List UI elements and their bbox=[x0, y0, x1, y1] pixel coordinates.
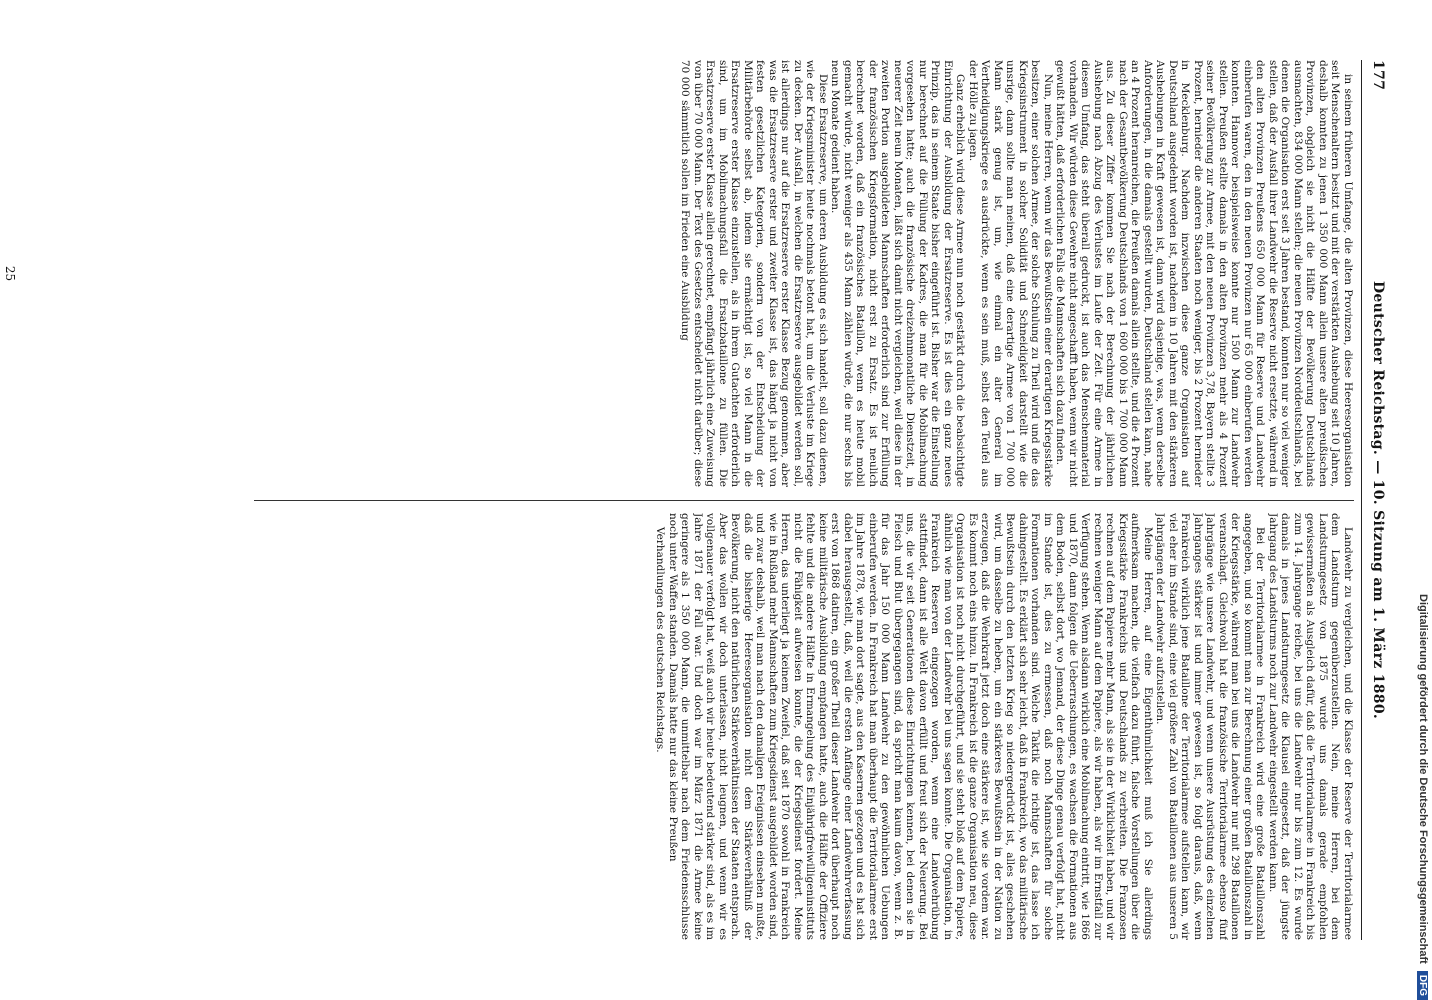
paragraph: Ganz erheblich wird diese Armee nun noch gestärkt durch die beabsichtigte Einrichtung der Ausbildung der Ersatzreserve. Es ist dies ein ganz neues Prinzip, das in seinem Staate bisher eingeführt ist. Bisher war die Einstellung nur berechnet auf die Füllung der Kadres, die man für die Mobilmachung vorgesehen hatte; auch die französische dreizehnmonatliche Dienstzeit, in neuerer Zeit neun Monaten, läßt sich damit nicht vergleichen, weil diese in der zweiten Portion ausgebildeten Mannschaften erforderlich sind zur Erfüllung der französischen Kriegsformation, nicht erst zu Ersatz. Es ist neulich berechnet worden, daß ein französisches Bataillon, wenn es heute mobil gemacht würde, nicht weniger als 435 Mann zählen würde, die nur sechs bis neun Monate gedient haben. bbox=[829, 60, 967, 487]
page-title: Deutscher Reichstag. — 10. Sitzung am 1. März 1880. bbox=[1370, 280, 1386, 720]
page-number: 177 bbox=[1370, 60, 1386, 91]
paragraph: Meine Herren, auf eine Eigenthümlichkeit muß ich Sie allerdings aufmerksam machen, die vielfach dazu führt, falsche Vorstellungen über die Kriegsstärke Frankreichs und Deutschlands zu verbreiten. Die Franzosen rechnen auf dem Papiere mehr Mann, als sie in der Wirklichkeit haben, und wir rechnen weniger Mann auf dem Papiere, als wir haben, als wir im Ernstfall zur Verfügung stehen. Wenn alsdann wirklich eine Mobilmachung eintritt, wie 1866 und 1870, dann folgen die Ueberraschungen, es wachsen die Formationen aus dem Boden, selbst dort, wo Jemand, der diese Dinge genau verfolgt hat, nicht im Stande ist, dies zu ermessen, daß noch Mannschaften für solche Formationen vorhanden sind. Welche Taktik die richtige ist, das lasse ich dahingestellt. Es erklärt sich sehr leicht, daß in Frankreich, wo das militärische Bewußtsein durch den letzten Krieg so niedergedrückt ist, alles geschehen wird, um dasselbe zu heben, um ein stärkeres Bewußtsein in der Nation zu erzeugen, daß die Wehrkraft jetzt doch eine stärkere ist, wie sie vordem war. Es kommt noch eins hinzu. In Frankreich ist die ganze Organisation neu, diese Organisation ist noch nicht durchgeführt, und sie steht bloß auf dem Papiere, ähnlich wie man von der Landwehr bei uns sagen konnte. Die Organisation, in Frankreich Reserven eingezogen worden, wenn eine Landwehrübung stattfindet, dann ist alle Welt davon erfüllt und freut sich der Neuerung. Bei uns, die wir seit Generationen diese Einrichtungen kennen, bei denen sie in Fleisch und Blut übergegangen sind, da spricht man kaum davon, wenn z. B. für das Jahr 150 000 Mann Landwehr zu den gewöhnlichen Uebungen einberufen werden. In Frankreich hat man überhaupt die Territorialarmee erst im Jahre 1878, wie man dort sagte, aus den Kasernen gezogen und es hat sich dabei herausgestellt, daß, weil die ersten Anfänge einer Landwehrverfassung erst von 1868 datiren, ein großer Theil dieser Landwehr dort überhaupt noch keine militärische Ausbildung empfangen hatte, auch die Hälfte der Offiziere fehlte und die andere Hälfte in Ermangelung des Einjährigfreiwilligeninstituts nicht die Fähigkeit aufweisen konnte, die der Kriegsdienst fordert. Meine Herren, das unterliegt ja keinem Zweifel, daß seit 1870 sowohl in Frankreich wie in Rußland mehr Mannschaften zum Kriegsdienst ausgebildet worden sind, und zwar deshalb, weil man nach den damaligen Ereignissen einsehen mußte, daß die bisherige Heeresorganisation nicht dem Stärkeverhältniß der Bevölkerung, nicht den natürlichen Stärkeverhältnissen der Staaten entsprach. Aber das wollen wir doch unterlassen, nicht leugnen, und wenn wir es vollgenauer verfolgt hat, weiß auch wir heute bedeutend stärker sind, als es im Jahre 1871 der Fall war. Und doch war im März 1871 die Armee keine geringere als 1 350 000 Mann, die unmittelbar nach dem Friedensschlusse noch unter Waffen standen. Damals hatte nur das kleine Preußen bbox=[667, 513, 1154, 940]
digitization-note bbox=[1414, 0, 1432, 1000]
dfg-logo: DFG bbox=[1417, 971, 1428, 1000]
footer-note: Verhandlungen des deutschen Reichstags. bbox=[654, 527, 667, 753]
header-rule bbox=[1361, 60, 1362, 940]
page-header bbox=[1368, 60, 1388, 940]
paragraph: Bei der Territorialarmee in Frankreich wird eine große Bataillonszahl angegeben, und so kommt man zur Berechnung einer großen Bataillonszahl in der Kriegsstärke, während man bei uns die Landwehr nur mit 298 Bataillonen veranschlagt. Gleichwohl hat die französische Territorialarmee ebenso fünf Jahrgänge wie unsere Landwehr, und wenn unsere Ausrüstung des einzelnen Jahrganges stärker ist und immer gewesen ist, so folgt daraus, daß, wenn Frankreich wirklich jene Bataillone der Territorialarmee aufstellen kann, wir viel eher im Stande sind, eine viel größere Zahl von Bataillonen aus unseren 5 Jahrgängen der Landwehr aufzustellen. bbox=[1154, 513, 1267, 940]
digitization-text: Digitalisierung gefördert durch die Deutsche Forschungsgemeinschaft bbox=[1417, 594, 1429, 964]
paragraph: Landwehr zu vergleichen, und die Klasse der Reserve der Territorialarmee dem Landsturm gegenüberzustellen. Nein, meine Herren, bei dem Landsturmgesetz von 1875 wurde uns damals gerade empfohlen gewissermaßen als Ausgleich dafür, daß die Territorialarmee in Frankreich bis zum 14. Jahrgange reiche, bei uns die Landwehr nur bis zum 12. Es wurde damals in jenes Landsturmgesetz die Klausel eingesetzt, daß der jüngste Jahrgang des Landsturms noch zur Landwehr eingestellt werden kann. bbox=[1267, 513, 1354, 940]
paragraph: Diese Ersatzreserve, um deren Ausbildung es sich handelt, soll dazu dienen, wie der Kriegsminister heute nochmals betont hat, um die Verluste im Kriege zu decken. Der Ausfall, in welchen die Ersatzreserve ausgebildet werden soll, ist allerdings nur auf die Ersatzreserve erster Klasse Bezug genommen, aber was die Ersatzreserve erster und zweiter Klasse ist, das hängt ja nicht von festen gesetzlichen Kategorien, sondern von der Entscheidung der Militärbehörde selbst ab, indem sie ermächtigt ist, so viel Mann in die Ersatzreserve erster Klasse einzustellen, als in ihrem Gutachten erforderlich sind, um im Mobilmachungsfall die Ersatzbataillone zu füllen. Die Ersatzreserve erster Klasse allein gerechnet, empfängt jährlich eine Zuweisung von über 70 000 Mann. Der Text des Gesetzes entscheidet nicht darüber; diese 70 000 sämmtlich sollen im Frieden eine Ausbildung bbox=[679, 60, 829, 487]
right-column bbox=[4, 513, 1354, 940]
column-divider bbox=[254, 500, 1354, 501]
paragraph: Nun, meine Herren, wenn wir das Bewußtsein einer derartigen Kriegsstärke besitzen, einer solchen Armee, der solche Schulung zu Theil wird und die das Kriegsinstrument in solcher Solidität und Schneidigkeit darstellt wie die unsrige, dann sollte man meinen, daß eine derartige Armee von 1 700 000 Mann stark genug ist, um, wie einmal ein alter General im Vertheidigungskriege es ausdrückte, wenn es sein muß, selbst den Teufel aus der Hölle zu jagen. bbox=[967, 60, 1054, 487]
left-column bbox=[4, 60, 1354, 487]
paragraph: in seinem früheren Umfange, die alten Provinzen, diese Heeresorganisation seit Menschenaltern besitzt und mit der verstärkten Aushebung seit 10 Jahren, deshalb konnten zu jenen 1 350 000 Mann allein unsere alten preußischen Provinzen, obgleich sie nicht die Hälfte der Bevölkerung Deutschlands ausmachten, 834 000 Mann stellen; die neuen Provinzen Norddeutschlands, bei denen die Organisation erst seit 3 Jahren bestand, konnten nur so viel weniger stellen, daß der Ausfall ihrer Landwehr die Reserve nicht ersetzte, während in den alten Provinzen Preußens 650 000 Mann für Reserve und Landwehr einberufen waren, den in den neuen Provinzen nur 65 000 einberufen werden konnten. Hannover beispielsweise konnte nur 1500 Mann zur Landwehr stellen. Preußen stellte damals in den alten Provinzen mehr als 4 Prozent seiner Bevölkerung zur Armee, mit den neuen Provinzen 3,78, Bayern stellte 3 Prozent, hernieder die anderen Staaten noch weniger, bis 2 Prozent hernieder in Mecklenburg. Nachdem inzwischen diese ganze Organisation auf Deutschland ausgedehnt worden ist, nachdem in 10 Jahren mit den stärkeren Aushebungen in Kraft gewesen ist, dann wird dasjenige, was, wenn derselbe Anforderungen, in die damals gestellt wurden, Deutschland stellen kann, nahe an 4 Prozent heranreichen, die Preußen damals allein stellte, und die 4 Prozent nach der Gesamtbevölkerung Deutschlands von 1 600 000 bis 1 700 000 Mann aus. Zu dieser Ziffer kommen Sie nach der Berechnung der jährlichen Aushebung nach Abzug des Verlustes im Laufe der Zeit. Für eine Armee in diesem Umfang, das steht überall gedruckt, ist auch das Menschenmaterial vorhanden. Wir würden diese Gewehre nicht angeschafft haben, wenn wir nicht gewußt hätten, daß erforderlichen Falls die Mannschaften sich dazu finden. bbox=[1054, 60, 1354, 487]
signature-mark: 25 bbox=[4, 265, 18, 282]
